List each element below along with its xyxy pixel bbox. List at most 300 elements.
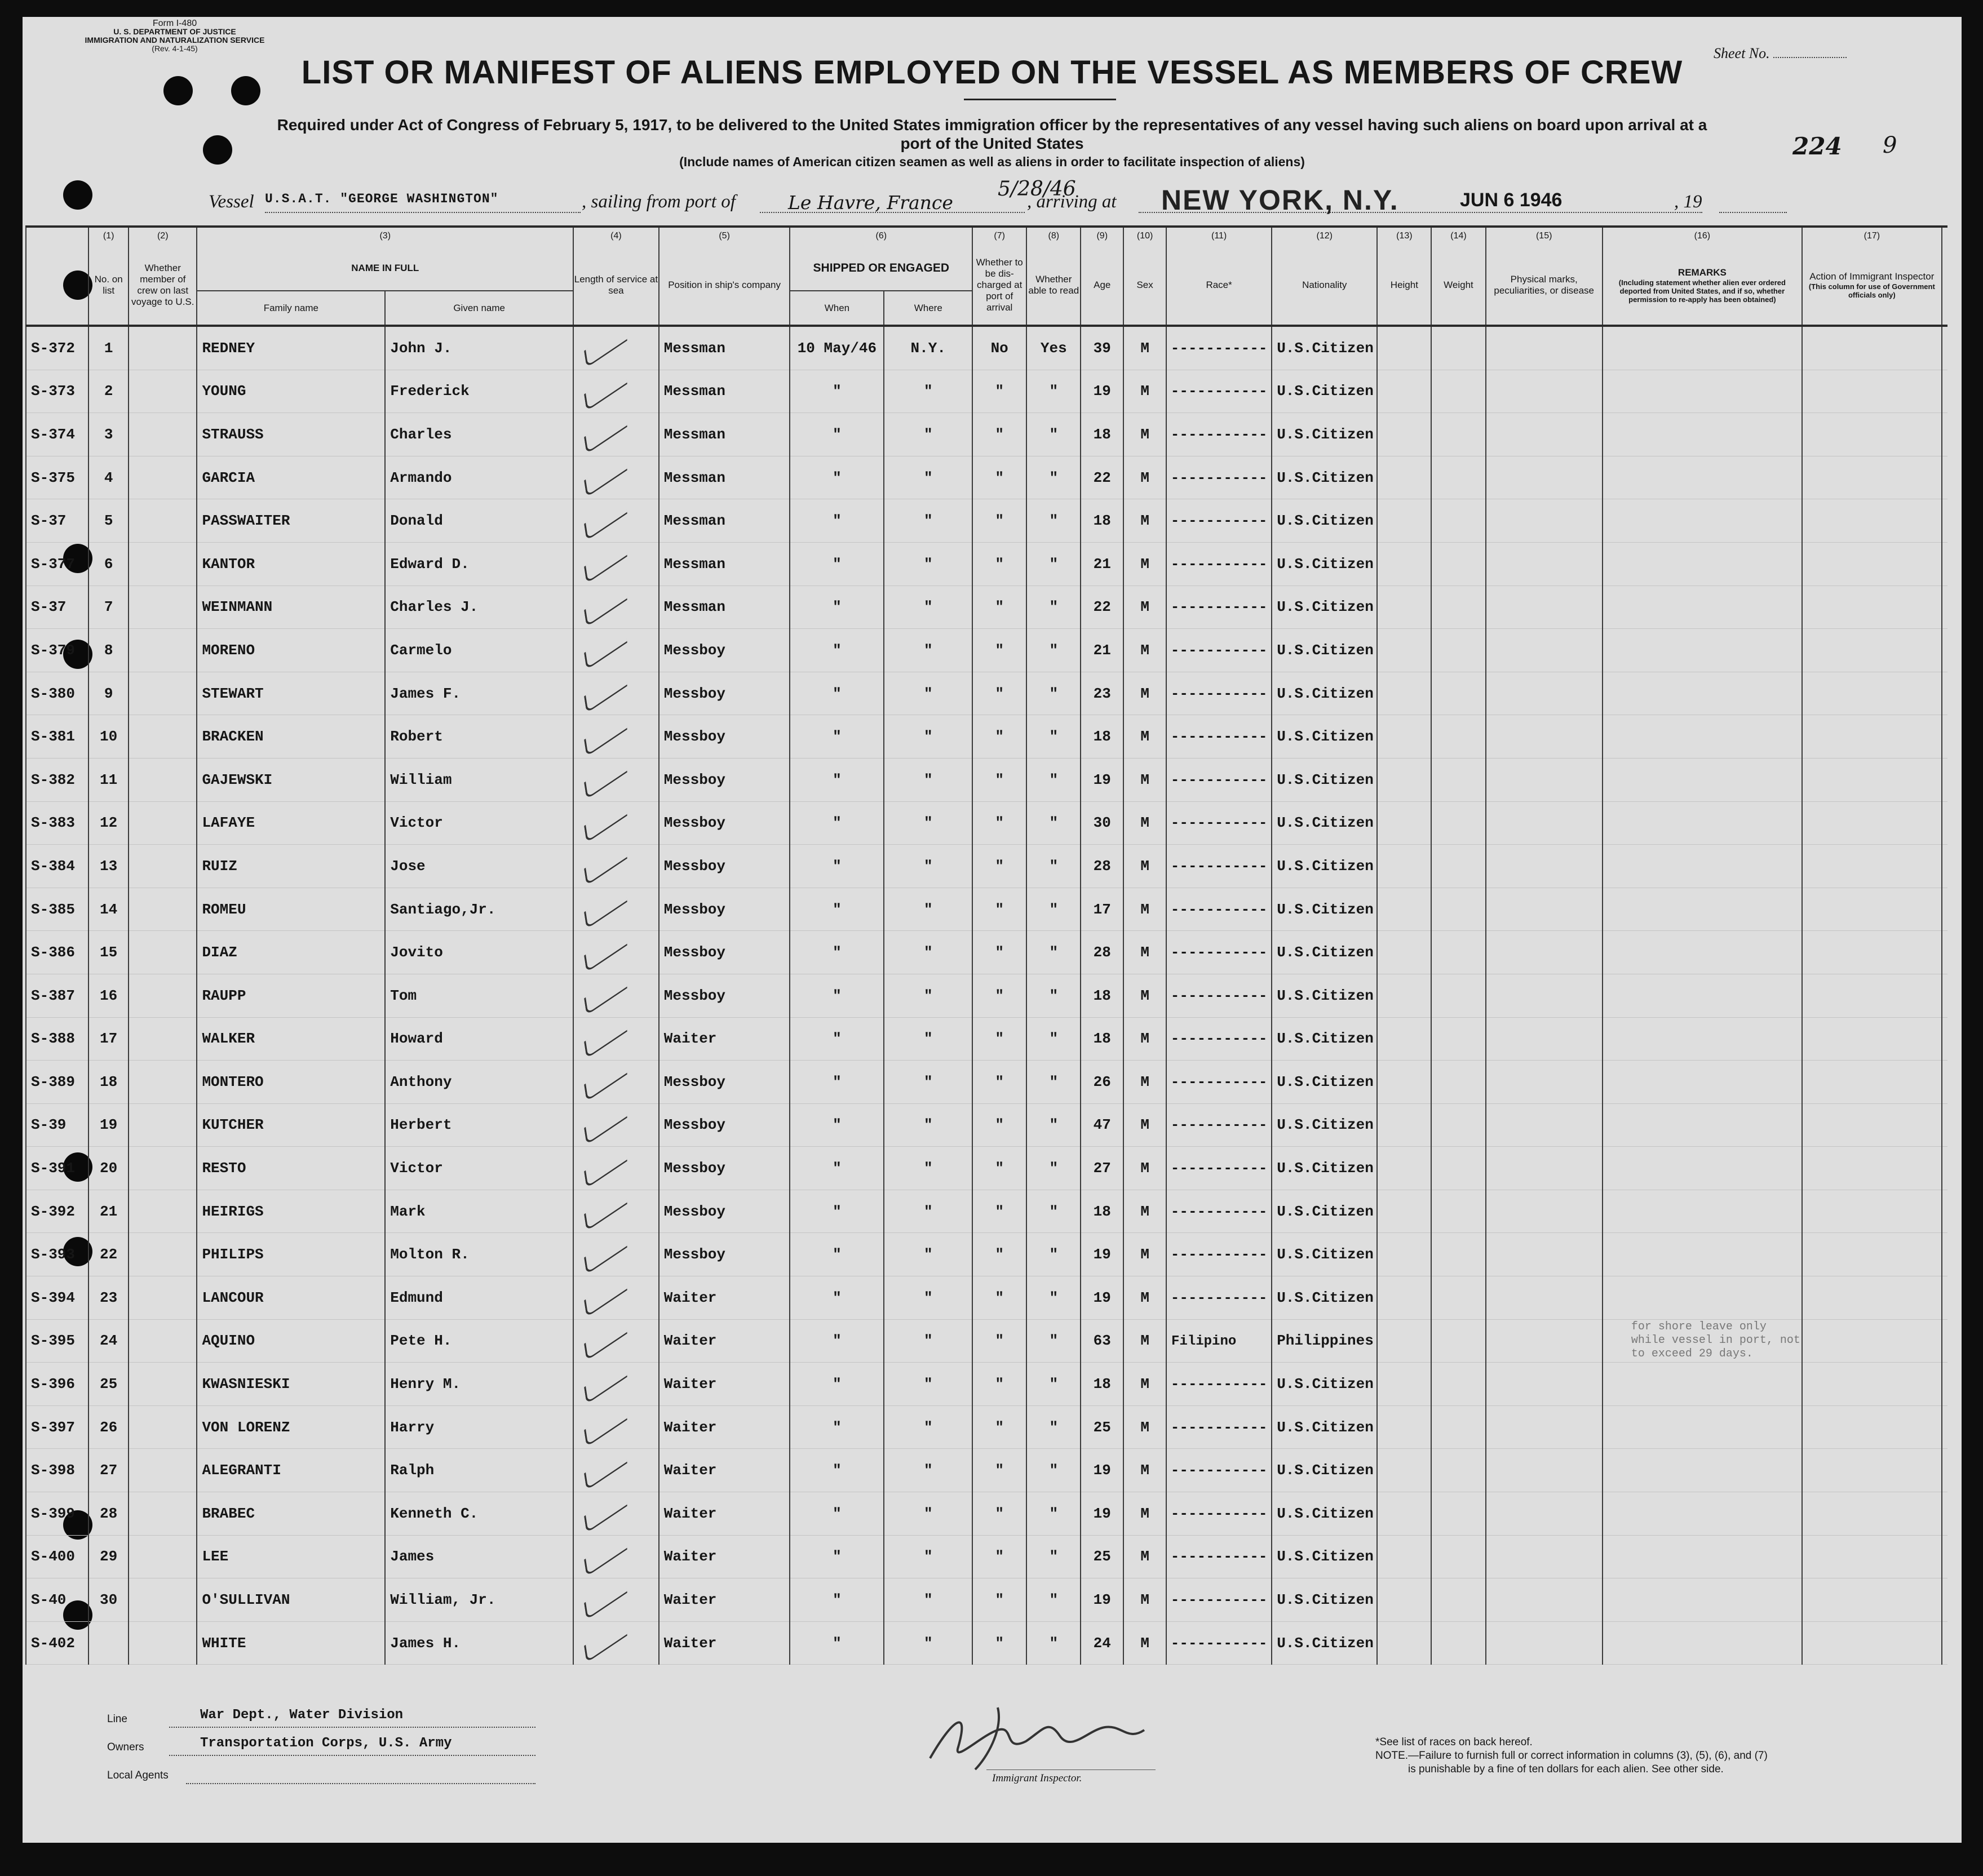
row-number: 18	[100, 1073, 118, 1090]
weight-cell	[1431, 715, 1485, 759]
row-reference-cell	[26, 801, 88, 845]
discharged-cell	[972, 1147, 1026, 1190]
row-reference: S-381	[31, 728, 76, 746]
able-to-read-cell	[1026, 542, 1081, 586]
edge-cell	[1942, 1233, 1947, 1276]
weight-cell	[1431, 1103, 1485, 1147]
row-number-cell	[88, 1535, 129, 1578]
position: Messboy	[663, 728, 726, 746]
service-check-cell	[573, 1017, 659, 1061]
remarks-cell	[1603, 413, 1802, 456]
remarks-title: REMARKS	[1677, 267, 1727, 278]
member-last-voyage-cell	[129, 629, 197, 672]
shipped-where-cell	[884, 1017, 972, 1061]
discharged: "	[995, 857, 1004, 875]
header-remarks	[1603, 246, 1802, 326]
inspector-action-cell	[1802, 672, 1942, 715]
edge-cell	[1942, 1578, 1947, 1622]
table-row	[26, 1405, 1947, 1449]
nationality: U.S.Citizen	[1277, 1634, 1374, 1652]
nationality-cell	[1272, 413, 1377, 456]
height-cell	[1377, 1190, 1431, 1233]
physical-marks-cell	[1486, 1492, 1603, 1536]
given-name: Henry M.	[390, 1376, 461, 1393]
row-number-cell	[88, 456, 129, 499]
year-line	[1719, 192, 1787, 213]
shipped-when-cell	[790, 1363, 884, 1406]
row-reference-cell	[26, 1190, 88, 1233]
sex-cell	[1123, 370, 1166, 413]
able-to-read: "	[1049, 425, 1059, 443]
sex: M	[1140, 469, 1149, 486]
position-cell	[659, 413, 790, 456]
edge-cell	[1942, 1449, 1947, 1492]
able-to-read-cell	[1026, 1319, 1081, 1363]
given-name: Donald	[390, 512, 443, 530]
race: -----------	[1170, 1591, 1268, 1609]
shipped-when-cell	[790, 1621, 884, 1665]
service-check-cell	[573, 974, 659, 1017]
row-number: 10	[100, 728, 118, 746]
service-check-cell	[573, 1363, 659, 1406]
family-name-cell	[197, 1147, 385, 1190]
race-cell	[1166, 801, 1272, 845]
service-check-cell	[573, 1578, 659, 1622]
position: Messman	[663, 339, 726, 357]
shipped-where-cell	[884, 1535, 972, 1578]
edge-cell	[1942, 931, 1947, 974]
able-to-read: "	[1049, 814, 1059, 832]
check-mark-icon	[584, 1190, 627, 1231]
race-cell	[1166, 1103, 1272, 1147]
shipped-when: "	[833, 469, 842, 486]
sex: M	[1140, 728, 1149, 746]
sex-cell	[1123, 1492, 1166, 1536]
able-to-read-cell	[1026, 1103, 1081, 1147]
remarks-cell	[1603, 974, 1802, 1017]
able-to-read: "	[1049, 1634, 1059, 1652]
family-name: WALKER	[202, 1030, 255, 1048]
check-mark-icon	[584, 931, 627, 973]
race-cell	[1166, 499, 1272, 543]
sex-cell	[1123, 801, 1166, 845]
remarks-cell	[1603, 1103, 1802, 1147]
race-cell	[1166, 1621, 1272, 1665]
sex-cell	[1123, 931, 1166, 974]
race-cell	[1166, 1017, 1272, 1061]
given-name: John J.	[390, 339, 452, 357]
physical-marks-cell	[1486, 1190, 1603, 1233]
sex: M	[1140, 944, 1149, 961]
edge-cell	[1942, 370, 1947, 413]
family-name: KUTCHER	[202, 1116, 264, 1134]
shipped-when-cell	[790, 1319, 884, 1363]
row-number: 4	[104, 469, 113, 486]
nationality-cell	[1272, 1363, 1377, 1406]
service-check-cell	[573, 1233, 659, 1276]
discharged: "	[995, 1203, 1004, 1220]
position: Messman	[663, 469, 726, 486]
shipped-where: "	[923, 814, 933, 832]
sex-cell	[1123, 888, 1166, 931]
inspector-action-cell	[1802, 974, 1942, 1017]
able-to-read: "	[1049, 1462, 1059, 1479]
service-check-cell	[573, 1535, 659, 1578]
height-cell	[1377, 1319, 1431, 1363]
shipped-where: "	[923, 857, 933, 875]
position: Messman	[663, 425, 726, 443]
family-name: REDNEY	[202, 339, 255, 357]
position: Messboy	[663, 1160, 726, 1177]
row-number-cell	[88, 845, 129, 888]
remarks-cell	[1603, 1535, 1802, 1578]
age: 25	[1093, 1548, 1111, 1565]
given-name: Frederick	[390, 383, 470, 400]
discharged-cell	[972, 326, 1026, 370]
col-number: (1)	[88, 227, 129, 246]
family-name: STEWART	[202, 685, 264, 702]
family-name: ROMEU	[202, 901, 246, 918]
edge-cell	[1942, 456, 1947, 499]
discharged: "	[995, 728, 1004, 746]
race-cell	[1166, 1061, 1272, 1104]
shipped-where-cell	[884, 413, 972, 456]
age-cell	[1081, 1017, 1123, 1061]
remarks: for shore leave only while vessel in port, not to exceed 29 days.	[1631, 1320, 1800, 1361]
physical-marks-cell	[1486, 931, 1603, 974]
shipped-where-cell	[884, 1103, 972, 1147]
race-cell	[1166, 456, 1272, 499]
weight-cell	[1431, 1449, 1485, 1492]
position-cell	[659, 888, 790, 931]
inspector-action-cell	[1802, 499, 1942, 543]
family-name-cell	[197, 1061, 385, 1104]
physical-marks-cell	[1486, 974, 1603, 1017]
sex-cell	[1123, 1405, 1166, 1449]
family-name: ALEGRANTI	[202, 1462, 281, 1479]
shipped-when-cell	[790, 715, 884, 759]
shipped-when: "	[833, 512, 842, 530]
position-cell	[659, 1061, 790, 1104]
header-name-in-full: NAME IN FULL	[197, 246, 573, 291]
position-cell	[659, 1492, 790, 1536]
position: Messboy	[663, 1203, 726, 1220]
given-name-cell	[385, 1319, 573, 1363]
physical-marks-cell	[1486, 801, 1603, 845]
shipped-when: "	[833, 1246, 842, 1263]
shipped-where: "	[923, 512, 933, 530]
row-number: 20	[100, 1160, 118, 1177]
age: 18	[1093, 1203, 1111, 1220]
row-number: 25	[100, 1376, 118, 1393]
edge-cell	[1942, 801, 1947, 845]
edge-cell	[1942, 629, 1947, 672]
col-number: (2)	[129, 227, 197, 246]
check-mark-icon	[584, 1621, 627, 1663]
given-name-cell	[385, 1190, 573, 1233]
nationality: U.S.Citizen	[1277, 512, 1374, 530]
row-reference-cell	[26, 715, 88, 759]
age-cell	[1081, 888, 1123, 931]
family-name-cell	[197, 1449, 385, 1492]
shipped-where-cell	[884, 931, 972, 974]
height-cell	[1377, 672, 1431, 715]
nationality: U.S.Citizen	[1277, 728, 1374, 746]
edge-cell	[1942, 1061, 1947, 1104]
age: 19	[1093, 1462, 1111, 1479]
check-mark-icon	[584, 1276, 627, 1318]
nationality: U.S.Citizen	[1277, 1505, 1374, 1522]
shipped-where-cell	[884, 629, 972, 672]
age-cell	[1081, 974, 1123, 1017]
race-cell	[1166, 1535, 1272, 1578]
age: 18	[1093, 425, 1111, 443]
check-mark-icon	[584, 1363, 627, 1404]
able-to-read-cell	[1026, 370, 1081, 413]
age-cell	[1081, 1061, 1123, 1104]
weight-cell	[1431, 1578, 1485, 1622]
sex-cell	[1123, 1017, 1166, 1061]
given-name-cell	[385, 586, 573, 629]
physical-marks-cell	[1486, 715, 1603, 759]
row-reference-cell	[26, 1017, 88, 1061]
race: -----------	[1170, 1462, 1268, 1479]
edge-cell	[1942, 1363, 1947, 1406]
row-number-cell	[88, 1276, 129, 1320]
height-cell	[1377, 1449, 1431, 1492]
shipped-where-cell	[884, 1578, 972, 1622]
given-name-cell	[385, 1578, 573, 1622]
position-cell	[659, 1535, 790, 1578]
service-check-cell	[573, 370, 659, 413]
height-cell	[1377, 931, 1431, 974]
nationality: U.S.Citizen	[1277, 1073, 1374, 1090]
nationality-cell	[1272, 1061, 1377, 1104]
owners-field	[169, 1736, 535, 1756]
physical-marks-cell	[1486, 542, 1603, 586]
discharged-cell	[972, 586, 1026, 629]
footer	[107, 1708, 1911, 1820]
row-number-cell	[88, 974, 129, 1017]
physical-marks-cell	[1486, 629, 1603, 672]
row-number: 3	[104, 425, 113, 443]
member-last-voyage-cell	[129, 672, 197, 715]
shipped-when: "	[833, 685, 842, 702]
sex: M	[1140, 1548, 1149, 1565]
service-check-cell	[573, 456, 659, 499]
sex-cell	[1123, 499, 1166, 543]
table-row	[26, 326, 1947, 370]
discharged-cell	[972, 1319, 1026, 1363]
table-row	[26, 1147, 1947, 1190]
member-last-voyage-cell	[129, 1492, 197, 1536]
discharged-cell	[972, 1276, 1026, 1320]
table-row	[26, 629, 1947, 672]
family-name-cell	[197, 413, 385, 456]
inspector-action-cell	[1802, 1147, 1942, 1190]
sex: M	[1140, 339, 1149, 357]
discharged-cell	[972, 1492, 1026, 1536]
sex: M	[1140, 383, 1149, 400]
discharged-cell	[972, 1190, 1026, 1233]
race: -----------	[1170, 814, 1268, 832]
sex-cell	[1123, 456, 1166, 499]
nationality: U.S.Citizen	[1277, 1116, 1374, 1134]
race: -----------	[1170, 1030, 1268, 1048]
row-number: 2	[104, 383, 113, 400]
owners-label: Owners	[107, 1741, 144, 1753]
check-mark-icon	[584, 499, 627, 541]
inspector-action-cell	[1802, 1319, 1942, 1363]
nationality: U.S.Citizen	[1277, 1376, 1374, 1393]
row-reference: S-379	[31, 641, 76, 659]
row-number-cell	[88, 586, 129, 629]
shipped-where: "	[923, 1418, 933, 1436]
sex-cell	[1123, 758, 1166, 801]
given-name-cell	[385, 715, 573, 759]
manifest-sheet	[23, 17, 1962, 1843]
given-name-cell	[385, 758, 573, 801]
member-last-voyage-cell	[129, 1319, 197, 1363]
shipped-where: "	[923, 1030, 933, 1048]
physical-marks-cell	[1486, 1103, 1603, 1147]
inspector-action-cell	[1802, 845, 1942, 888]
physical-marks-cell	[1486, 1535, 1603, 1578]
position: Messboy	[663, 1116, 726, 1134]
remarks-cell	[1603, 499, 1802, 543]
row-reference: S-39	[31, 1116, 67, 1134]
remarks-cell	[1603, 542, 1802, 586]
race: -----------	[1170, 728, 1268, 746]
race: -----------	[1170, 1505, 1268, 1522]
able-to-read: "	[1049, 1030, 1059, 1048]
weight-cell	[1431, 845, 1485, 888]
able-to-read-cell	[1026, 1535, 1081, 1578]
discharged-cell	[972, 801, 1026, 845]
family-name-cell	[197, 586, 385, 629]
check-mark-icon	[584, 456, 627, 498]
header-race: Race*	[1166, 246, 1272, 326]
check-mark-icon	[584, 1578, 627, 1620]
weight-cell	[1431, 1190, 1485, 1233]
row-reference: S-387	[31, 987, 76, 1004]
member-last-voyage-cell	[129, 931, 197, 974]
position: Waiter	[663, 1376, 717, 1393]
family-name-cell	[197, 1190, 385, 1233]
position: Messman	[663, 383, 726, 400]
remarks-cell	[1603, 1319, 1802, 1363]
able-to-read: "	[1049, 598, 1059, 616]
age: 25	[1093, 1418, 1111, 1436]
race-cell	[1166, 1190, 1272, 1233]
able-to-read-cell	[1026, 1492, 1081, 1536]
able-to-read: "	[1049, 1203, 1059, 1220]
race: -----------	[1170, 641, 1268, 659]
age: 19	[1093, 1246, 1111, 1263]
height-cell	[1377, 758, 1431, 801]
given-name-cell	[385, 1492, 573, 1536]
punch-hole	[63, 180, 92, 210]
weight-cell	[1431, 629, 1485, 672]
table-row	[26, 758, 1947, 801]
physical-marks-cell	[1486, 1449, 1603, 1492]
family-name: STRAUSS	[202, 425, 264, 443]
nationality: U.S.Citizen	[1277, 555, 1374, 573]
row-reference-cell	[26, 758, 88, 801]
footnote-penalty-cont: is punishable by a fine of ten dollars for each alien. See other side.	[1408, 1763, 1724, 1775]
discharged: "	[995, 987, 1004, 1004]
remarks-cell	[1603, 1147, 1802, 1190]
able-to-read: "	[1049, 1116, 1059, 1134]
age: 19	[1093, 383, 1111, 400]
row-number: 19	[100, 1116, 118, 1134]
nationality: U.S.Citizen	[1277, 771, 1374, 788]
race-cell	[1166, 931, 1272, 974]
height-cell	[1377, 586, 1431, 629]
nationality: U.S.Citizen	[1277, 469, 1374, 486]
shipped-where: "	[923, 1246, 933, 1263]
nationality-cell	[1272, 672, 1377, 715]
family-name-cell	[197, 1319, 385, 1363]
col-number: (11)	[1166, 227, 1272, 246]
weight-cell	[1431, 586, 1485, 629]
row-reference-cell	[26, 672, 88, 715]
row-reference-cell	[26, 542, 88, 586]
physical-marks-cell	[1486, 672, 1603, 715]
row-reference-cell	[26, 456, 88, 499]
row-reference: S-375	[31, 469, 76, 486]
shipped-where-cell	[884, 499, 972, 543]
shipped-when-cell	[790, 1449, 884, 1492]
edge-cell	[1942, 974, 1947, 1017]
able-to-read: "	[1049, 641, 1059, 659]
service-check-cell	[573, 413, 659, 456]
shipped-where-cell	[884, 1405, 972, 1449]
remarks-cell	[1603, 586, 1802, 629]
nationality: U.S.Citizen	[1277, 1289, 1374, 1306]
edge-cell	[1942, 888, 1947, 931]
member-last-voyage-cell	[129, 1147, 197, 1190]
position-cell	[659, 715, 790, 759]
check-mark-icon	[584, 542, 627, 584]
service-check-cell	[573, 888, 659, 931]
shipped-when: "	[833, 771, 842, 788]
able-to-read: "	[1049, 512, 1059, 530]
position-cell	[659, 1276, 790, 1320]
inspector-action-cell	[1802, 1363, 1942, 1406]
able-to-read-cell	[1026, 586, 1081, 629]
height-cell	[1377, 845, 1431, 888]
shipped-where-cell	[884, 801, 972, 845]
shipped-where: "	[923, 685, 933, 702]
able-to-read-cell	[1026, 1578, 1081, 1622]
discharged: "	[995, 901, 1004, 918]
row-reference-cell	[26, 845, 88, 888]
race: Filipino	[1171, 1334, 1237, 1350]
check-mark-icon	[584, 1147, 627, 1188]
age-cell	[1081, 1103, 1123, 1147]
table-row	[26, 1190, 1947, 1233]
column-number-row	[26, 227, 1947, 246]
remarks-cell	[1603, 672, 1802, 715]
required-line-1: Required under Act of Congress of February 5, 1917, to be delivered to the United States immigration officer by the representatives of any vessel having such aliens on board upon arrival at a	[277, 116, 1707, 134]
age-cell	[1081, 413, 1123, 456]
col-number: (10)	[1123, 227, 1166, 246]
table-row	[26, 499, 1947, 543]
member-last-voyage-cell	[129, 1190, 197, 1233]
family-name: VON LORENZ	[202, 1418, 290, 1436]
weight-cell	[1431, 326, 1485, 370]
